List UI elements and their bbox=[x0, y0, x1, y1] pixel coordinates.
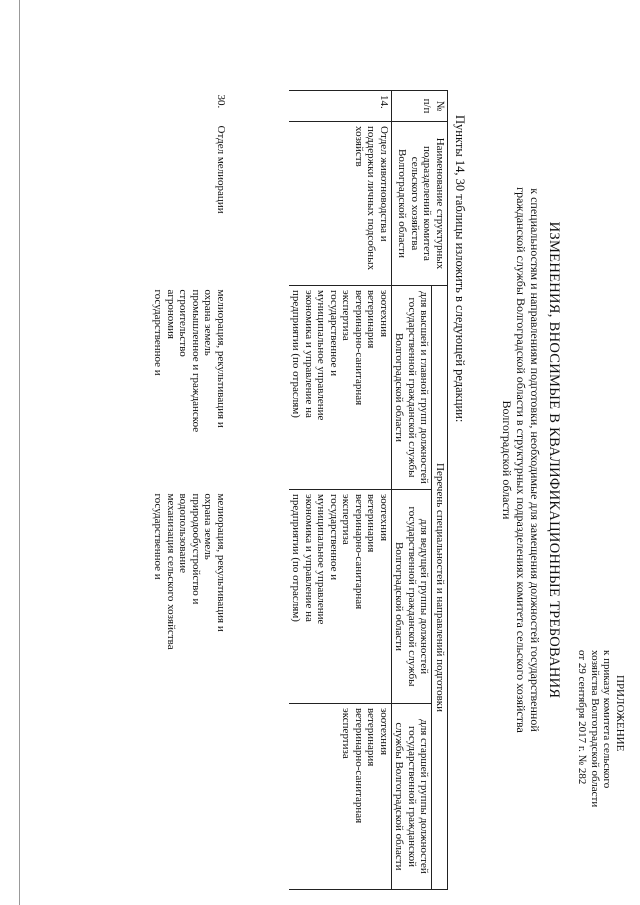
spec-line: зоотехния bbox=[378, 290, 390, 338]
spec-line: строительство bbox=[177, 289, 190, 357]
title-sub-line: гражданской службы Волгоградской области в структурных подразделениях комитета сельского хозяйства bbox=[514, 187, 528, 733]
spec-line: экспертиза bbox=[340, 290, 353, 341]
requirements-table bbox=[151, 90, 448, 890]
row-spec-senior bbox=[289, 704, 392, 890]
spec-line: ветеринарно-санитарная bbox=[353, 290, 365, 406]
spec-line: природообустройство и bbox=[190, 493, 202, 605]
spec-line: экономика и управление на bbox=[303, 494, 315, 622]
spec-line: государственное и bbox=[328, 494, 340, 581]
spec-line: зоотехния bbox=[378, 494, 390, 542]
spec-line: водопользование bbox=[177, 493, 190, 574]
row-num: 14. bbox=[289, 91, 392, 122]
header-group-title: Перечень специальностей и направлений подготовки bbox=[432, 286, 448, 890]
spec-line: государственное и bbox=[152, 289, 165, 376]
spec-line: экспертиза bbox=[340, 494, 353, 545]
appendix-title: ПРИЛОЖЕНИЕ bbox=[614, 675, 626, 752]
table-row bbox=[289, 91, 392, 890]
header-num: № п/п bbox=[392, 91, 448, 122]
spec-line: предприятии (по отраслям) bbox=[290, 290, 303, 418]
spec-line: механизация сельского хозяйства bbox=[165, 493, 177, 650]
spec-line: муниципальное управление bbox=[315, 290, 328, 421]
spec-line: предприятии (по отраслям) bbox=[290, 494, 303, 622]
spec-line: мелиорация, рекультивация и bbox=[215, 493, 227, 632]
title-sub-line: к специальностям и направлениям подготовки, необходимые для замещения должностей государственной bbox=[528, 188, 542, 732]
spec-line: ветеринарно-санитарная bbox=[353, 494, 365, 610]
spec-line: мелиорация, рекультивация и bbox=[215, 289, 227, 428]
spec-line: ветеринарно-санитарная bbox=[353, 708, 365, 824]
table-row bbox=[151, 91, 289, 890]
table-header-row bbox=[432, 91, 448, 890]
spec-line: ветеринария bbox=[365, 290, 378, 349]
intro-text: Пункты 14, 30 таблицы изложить в следующей редакции: bbox=[453, 115, 467, 423]
row-spec-high bbox=[151, 286, 289, 490]
appendix-line: хозяйства Волгоградской области bbox=[589, 650, 601, 808]
page-edge-line bbox=[19, 0, 20, 905]
row-spec-lead bbox=[151, 490, 289, 704]
spec-line: государственное и bbox=[152, 493, 165, 580]
row-unit-name: Отдел мелиорации bbox=[215, 125, 227, 214]
header-unit-name: Наименование структурных подразделений комитета сельского хозяйства Волгоградской области bbox=[392, 122, 448, 286]
header-col-senior: для старшей группы должностей государственной гражданской службы Волгоградской области bbox=[392, 704, 433, 890]
appendix-line: к приказу комитета сельского bbox=[601, 650, 614, 789]
row-spec-senior bbox=[151, 704, 289, 890]
title-main: ИЗМЕНЕНИЯ, ВНОСИМЫЕ В КВАЛИФИКАЦИОННЫЕ ТРЕБОВАНИЯ bbox=[546, 221, 562, 699]
spec-line: экспертиза bbox=[340, 708, 353, 759]
row-unit-name: Отдел животноводства и поддержки личных подсобных хозяйств bbox=[289, 122, 392, 286]
document-title bbox=[500, 30, 562, 890]
spec-line: охрана земель bbox=[202, 493, 215, 560]
row-spec-high bbox=[289, 286, 392, 490]
spec-line: государственное и bbox=[328, 290, 340, 377]
spec-line: ветеринария bbox=[365, 494, 378, 553]
spec-line: зоотехния bbox=[378, 708, 390, 756]
spec-line: муниципальное управление bbox=[315, 494, 328, 625]
spec-line: ветеринария bbox=[365, 708, 378, 767]
spec-line: промышленное и гражданское bbox=[190, 289, 202, 433]
title-sub bbox=[500, 30, 542, 890]
row-spec-lead bbox=[289, 490, 392, 704]
appendix-line: от 29 сентября 2017 г. № 282 bbox=[576, 650, 589, 785]
title-sub-line: Волгоградской области bbox=[500, 400, 514, 520]
header-col-high: для высшей и главной групп должностей государственной гражданской службы Волгоградской области bbox=[392, 286, 433, 490]
row-num: 30. bbox=[215, 94, 227, 109]
spec-line: охрана земель bbox=[202, 289, 215, 356]
appendix-header bbox=[576, 650, 626, 880]
spec-line: агрономия bbox=[165, 289, 177, 339]
spec-line: экономика и управление на bbox=[303, 290, 315, 418]
header-col-lead: для ведущей группы должностей государственной гражданской службы Волгоградской области bbox=[392, 490, 433, 704]
